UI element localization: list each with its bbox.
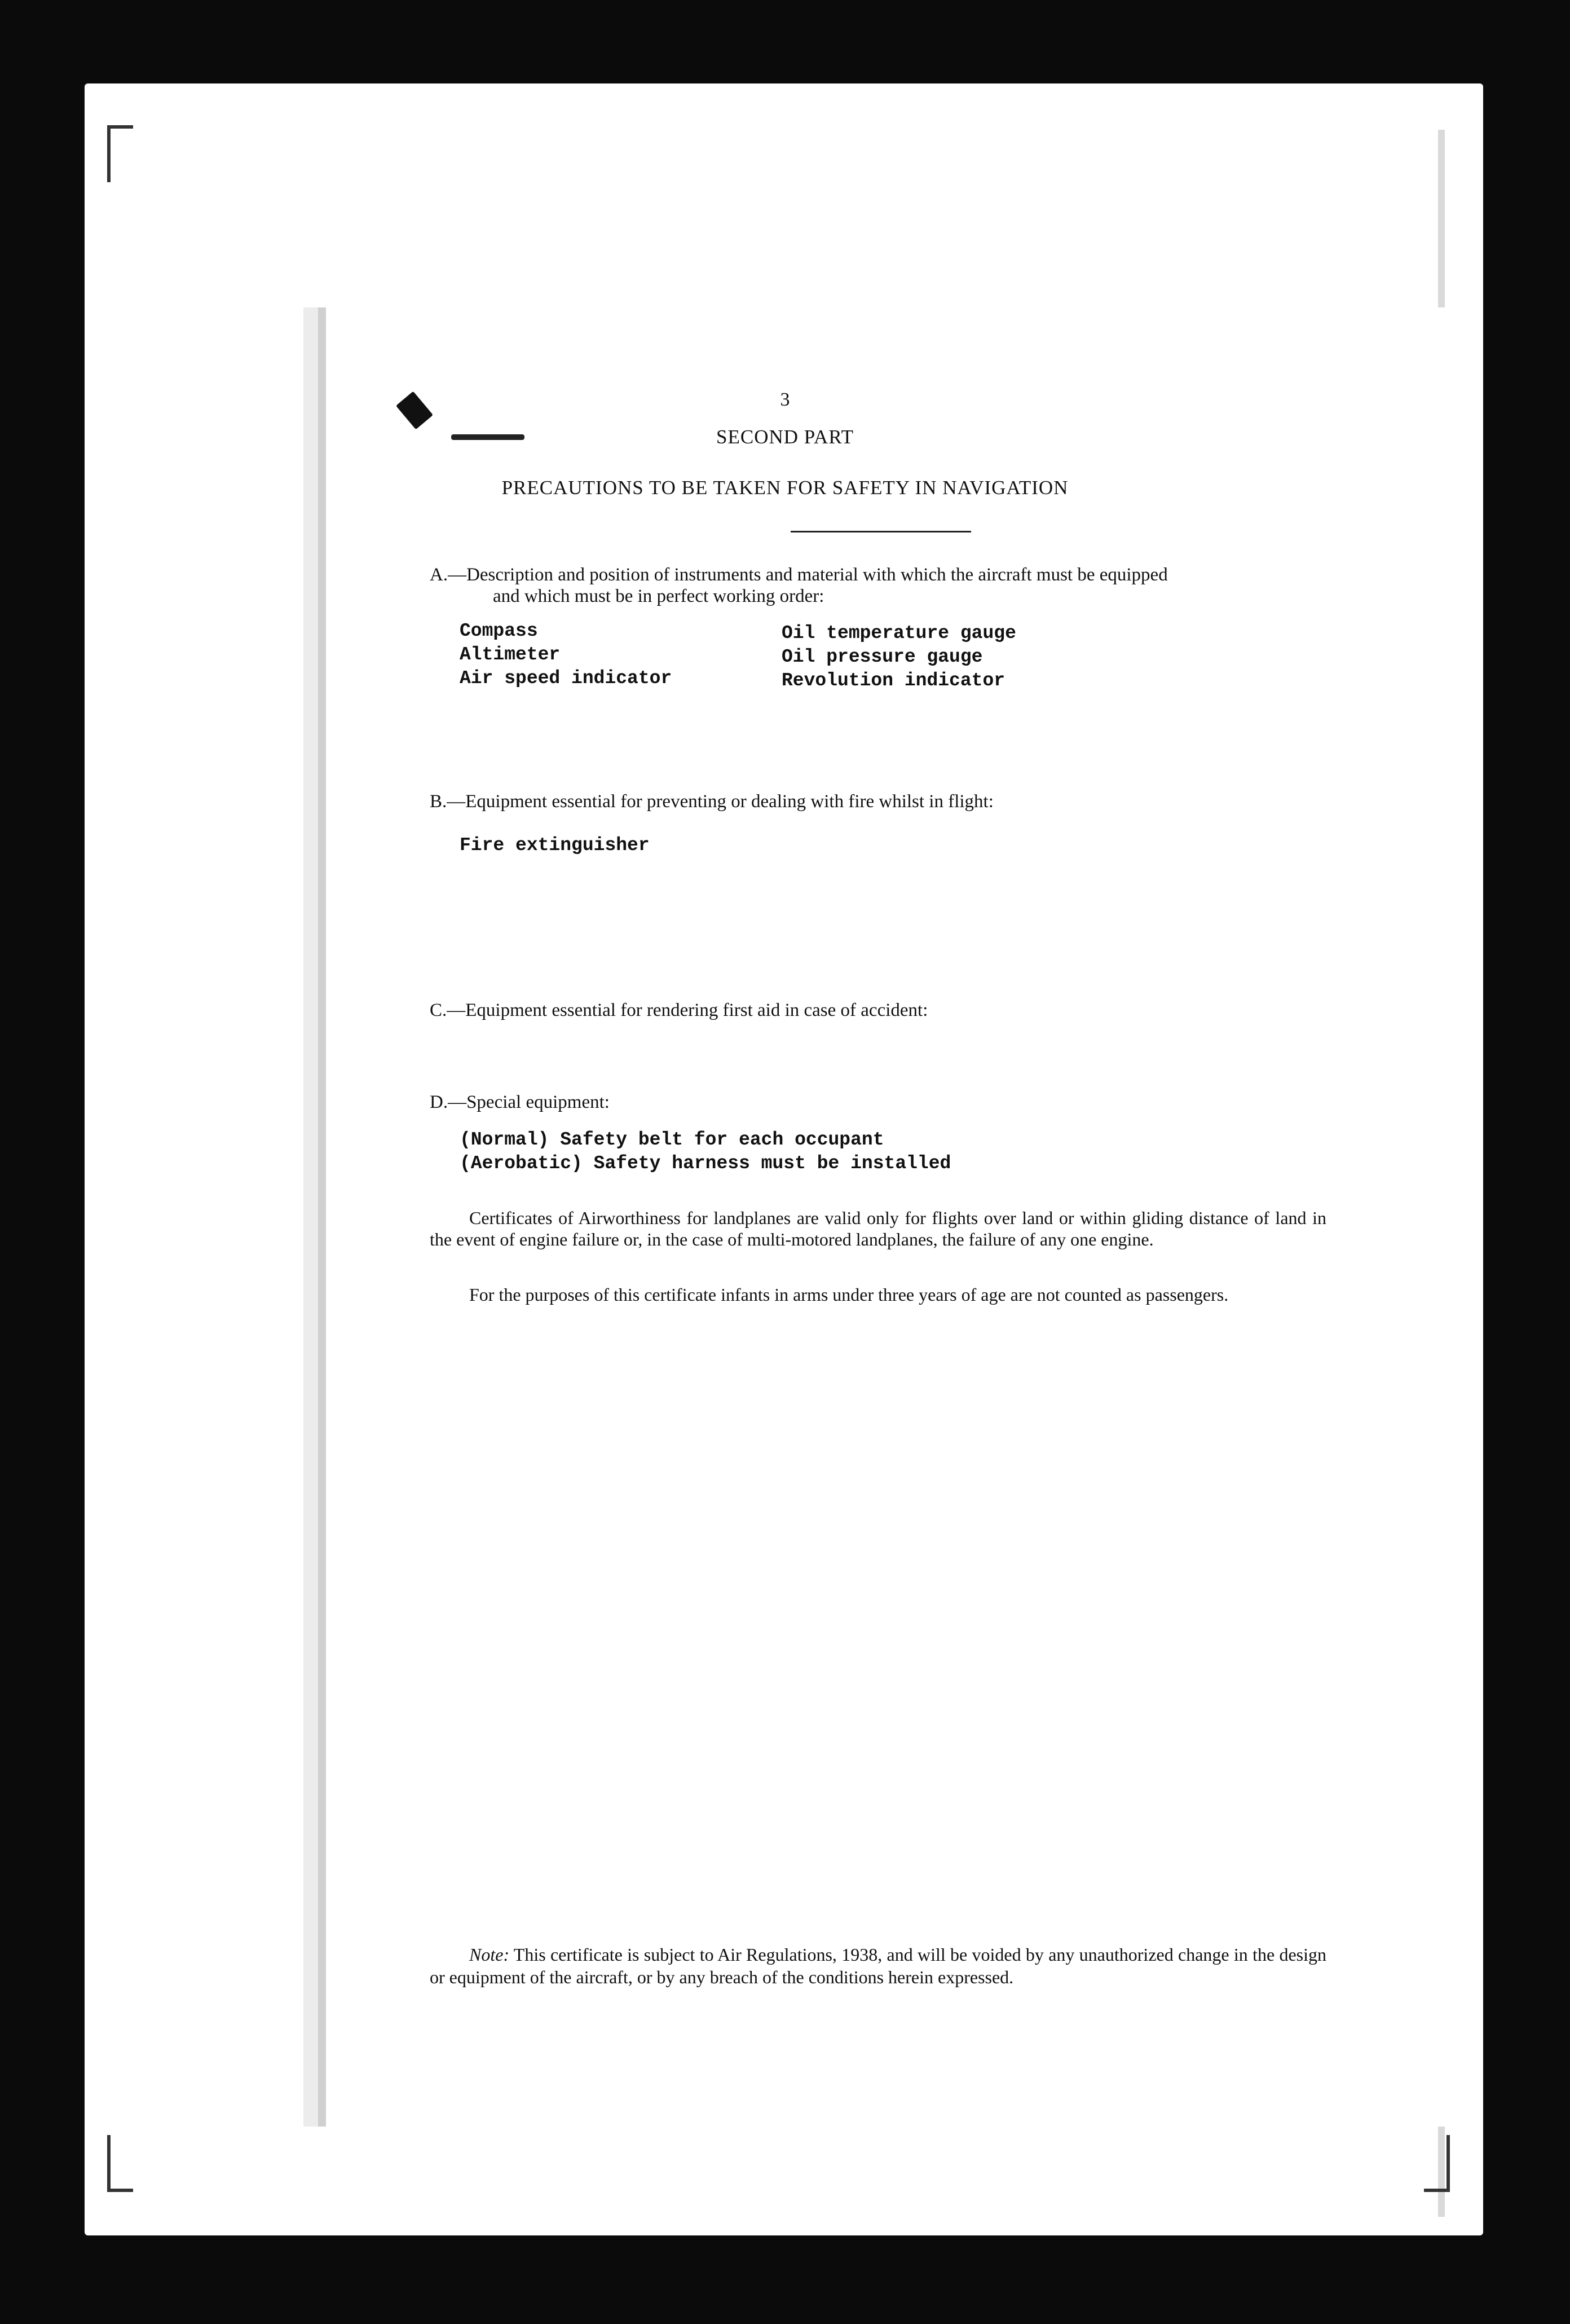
- section-b-heading: B.—Equipment essential for preventing or dealing with fire whilst in flight:: [430, 791, 994, 812]
- passengers-paragraph: For the purposes of this certificate infants in arms under three years of age are not counted as passengers.: [469, 1284, 1229, 1305]
- section-a-right-list: [782, 622, 1016, 693]
- section-a-left-list: [460, 619, 672, 690]
- instrument-item: Oil pressure gauge: [782, 646, 983, 667]
- airworthiness-paragraph: Certificates of Airworthiness for landplanes are valid only for flights over land or within gliding distance of land in the event of engine failure or, in the case of multi-motored landplanes, the failure of any one engine.: [430, 1208, 1326, 1249]
- section-c-heading: C.—Equipment essential for rendering first aid in case of accident:: [430, 1000, 928, 1020]
- instrument-item: Oil temperature gauge: [782, 623, 1016, 644]
- section-d-heading: D.—Special equipment:: [430, 1092, 610, 1112]
- instrument-item: Compass: [460, 620, 538, 641]
- section-a-lead: A.—Description and position of instruments and material with which the aircraft must be equipped: [430, 565, 1168, 585]
- title-rule: [791, 531, 971, 532]
- special-equipment-item: (Aerobatic) Safety harness must be installed: [460, 1153, 951, 1174]
- crop-mark-top-left: [107, 125, 133, 182]
- section-a-cont: and which must be in perfect working order:: [493, 586, 824, 606]
- section-d-list: [460, 1128, 951, 1176]
- instrument-item: Revolution indicator: [782, 670, 1005, 691]
- note-label: Note:: [469, 1944, 510, 1965]
- note-paragraph: [430, 1943, 1326, 1988]
- section-a-heading: [430, 564, 1326, 607]
- note-text: This certificate is subject to Air Regulations, 1938, and will be voided by any unauthorized change in the design or equipment of the aircraft, or by any breach of the conditions herein expressed.: [430, 1944, 1326, 1987]
- crop-mark-bottom-right: [1424, 2135, 1450, 2192]
- instrument-item: Air speed indicator: [460, 668, 672, 689]
- instrument-item: Altimeter: [460, 644, 561, 665]
- section-b-item: Fire extinguisher: [460, 835, 650, 856]
- section-title: PRECAUTIONS TO BE TAKEN FOR SAFETY IN NAVIGATION: [501, 477, 1069, 499]
- page-number: 3: [780, 389, 790, 410]
- special-equipment-item: (Normal) Safety belt for each occupant: [460, 1129, 884, 1150]
- crop-mark-bottom-left: [107, 2135, 133, 2192]
- part-title: SECOND PART: [716, 426, 854, 448]
